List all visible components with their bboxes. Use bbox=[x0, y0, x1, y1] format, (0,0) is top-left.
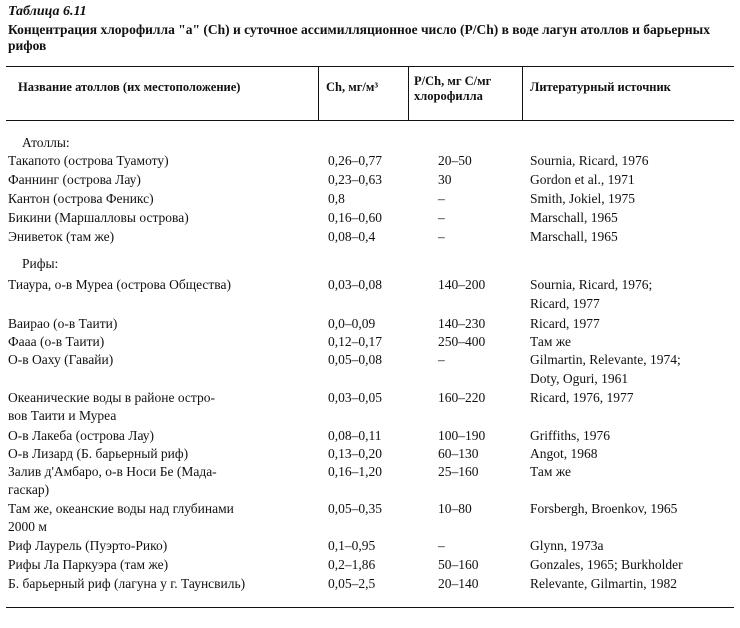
row-name: Океанические воды в районе остро- bbox=[8, 390, 215, 405]
header-divider-1 bbox=[318, 66, 319, 120]
table-bottom-rule bbox=[6, 607, 734, 608]
row-source: Gonzales, 1965; Burkholder bbox=[530, 557, 683, 572]
row-source: Ricard, 1977 bbox=[530, 296, 600, 311]
header-pch-line2: хлорофилла bbox=[414, 89, 483, 103]
header-top-rule bbox=[6, 66, 734, 67]
header-ch: Ch, мг/м³ bbox=[326, 80, 379, 94]
row-source: Ricard, 1976, 1977 bbox=[530, 390, 634, 405]
row-source: Angot, 1968 bbox=[530, 446, 598, 461]
row-name: Залив д'Амбаро, о-в Носи Бе (Мада- bbox=[8, 464, 217, 479]
row-ch: 0,05–0,08 bbox=[328, 352, 382, 367]
row-source: Gordon et al., 1971 bbox=[530, 172, 635, 187]
row-pch: 100–190 bbox=[438, 428, 486, 443]
row-pch: 140–200 bbox=[438, 277, 486, 292]
row-name: Фааа (о-в Таити) bbox=[8, 334, 105, 349]
header-divider-3 bbox=[522, 66, 523, 120]
row-name: Эниветок (там же) bbox=[8, 229, 115, 244]
row-ch: 0,05–0,35 bbox=[328, 501, 382, 516]
row-ch: 0,03–0,08 bbox=[328, 277, 382, 292]
row-source: Relevante, Gilmartin, 1982 bbox=[530, 576, 677, 591]
row-pch: 50–160 bbox=[438, 557, 479, 572]
row-name: Рифы Ла Паркуэра (там же) bbox=[8, 557, 169, 572]
row-name: Там же, океанские воды над глубинами bbox=[8, 501, 234, 516]
row-ch: 0,16–1,20 bbox=[328, 464, 382, 479]
row-pch: 20–50 bbox=[438, 153, 472, 168]
row-ch: 0,08–0,4 bbox=[328, 229, 376, 244]
row-ch: 0,8 bbox=[328, 191, 345, 206]
row-name: О-в Лакеба (острова Лау) bbox=[8, 428, 155, 443]
row-pch: – bbox=[438, 352, 445, 367]
header-bottom-rule bbox=[6, 120, 734, 121]
row-name: Кантон (острова Феникс) bbox=[8, 191, 154, 206]
row-ch: 0,26–0,77 bbox=[328, 153, 382, 168]
row-ch: 0,13–0,20 bbox=[328, 446, 382, 461]
row-source: Gilmartin, Relevante, 1974; bbox=[530, 352, 681, 367]
row-ch: 0,16–0,60 bbox=[328, 210, 382, 225]
row-name: Ваирао (о-в Таити) bbox=[8, 316, 118, 331]
row-pch: 250–400 bbox=[438, 334, 486, 349]
row-name: гаскар) bbox=[8, 482, 50, 497]
row-ch: 0,03–0,05 bbox=[328, 390, 382, 405]
row-source: Sournia, Ricard, 1976; bbox=[530, 277, 653, 292]
header-pch-line1: P/Ch, мг С/мг bbox=[414, 74, 492, 88]
row-pch: 60–130 bbox=[438, 446, 479, 461]
row-source: Там же bbox=[530, 334, 571, 349]
row-pch: – bbox=[438, 229, 445, 244]
row-ch: 0,12–0,17 bbox=[328, 334, 382, 349]
row-source: Marschall, 1965 bbox=[530, 229, 618, 244]
row-ch: 0,0–0,09 bbox=[328, 316, 376, 331]
row-name: О-в Лизард (Б. барьерный риф) bbox=[8, 446, 189, 461]
row-name: Такапото (острова Туамоту) bbox=[8, 153, 169, 168]
row-name: 2000 м bbox=[8, 519, 47, 534]
row-ch: 0,2–1,86 bbox=[328, 557, 376, 572]
row-source: Ricard, 1977 bbox=[530, 316, 600, 331]
row-pch: 160–220 bbox=[438, 390, 486, 405]
row-source: Griffiths, 1976 bbox=[530, 428, 610, 443]
section-atolls: Атоллы: bbox=[22, 135, 70, 150]
row-source: Sournia, Ricard, 1976 bbox=[530, 153, 649, 168]
row-name: О-в Оаху (Гавайи) bbox=[8, 352, 114, 367]
row-name: Риф Лаурель (Пуэрто-Рико) bbox=[8, 538, 168, 553]
row-source: Marschall, 1965 bbox=[530, 210, 618, 225]
section-reefs: Рифы: bbox=[22, 256, 59, 271]
header-name: Название атоллов (их местоположение) bbox=[18, 80, 241, 94]
row-pch: 20–140 bbox=[438, 576, 479, 591]
row-name: Б. барьерный риф (лагуна у г. Таунсвиль) bbox=[8, 576, 246, 591]
row-ch: 0,08–0,11 bbox=[328, 428, 382, 443]
header-divider-2 bbox=[408, 66, 409, 120]
row-pch: 10–80 bbox=[438, 501, 472, 516]
row-ch: 0,23–0,63 bbox=[328, 172, 382, 187]
row-pch: – bbox=[438, 538, 445, 553]
row-name: Бикини (Маршалловы острова) bbox=[8, 210, 189, 225]
row-source: Smith, Jokiel, 1975 bbox=[530, 191, 636, 206]
header-source: Литературный источник bbox=[530, 80, 671, 94]
row-pch: 30 bbox=[438, 172, 452, 187]
row-source: Doty, Oguri, 1961 bbox=[530, 371, 629, 386]
row-ch: 0,05–2,5 bbox=[328, 576, 376, 591]
row-pch: – bbox=[438, 191, 445, 206]
row-ch: 0,1–0,95 bbox=[328, 538, 376, 553]
row-source: Там же bbox=[530, 464, 571, 479]
row-name: Фаннинг (острова Лау) bbox=[8, 172, 141, 187]
row-pch: – bbox=[438, 210, 445, 225]
row-pch: 140–230 bbox=[438, 316, 486, 331]
row-pch: 25–160 bbox=[438, 464, 479, 479]
table-title: Таблица 6.11 bbox=[8, 4, 87, 19]
row-name: вов Таити и Муреа bbox=[8, 408, 117, 423]
table-caption: Концентрация хлорофилла "а" (Ch) и суточное ассимилляционное число (P/Ch) в воде лагун атоллов и барьерных рифов bbox=[8, 22, 710, 53]
row-name: Тиаура, о-в Муреа (острова Общества) bbox=[8, 277, 231, 292]
row-source: Glynn, 1973a bbox=[530, 538, 604, 553]
row-source: Forsbergh, Broenkov, 1965 bbox=[530, 501, 678, 516]
